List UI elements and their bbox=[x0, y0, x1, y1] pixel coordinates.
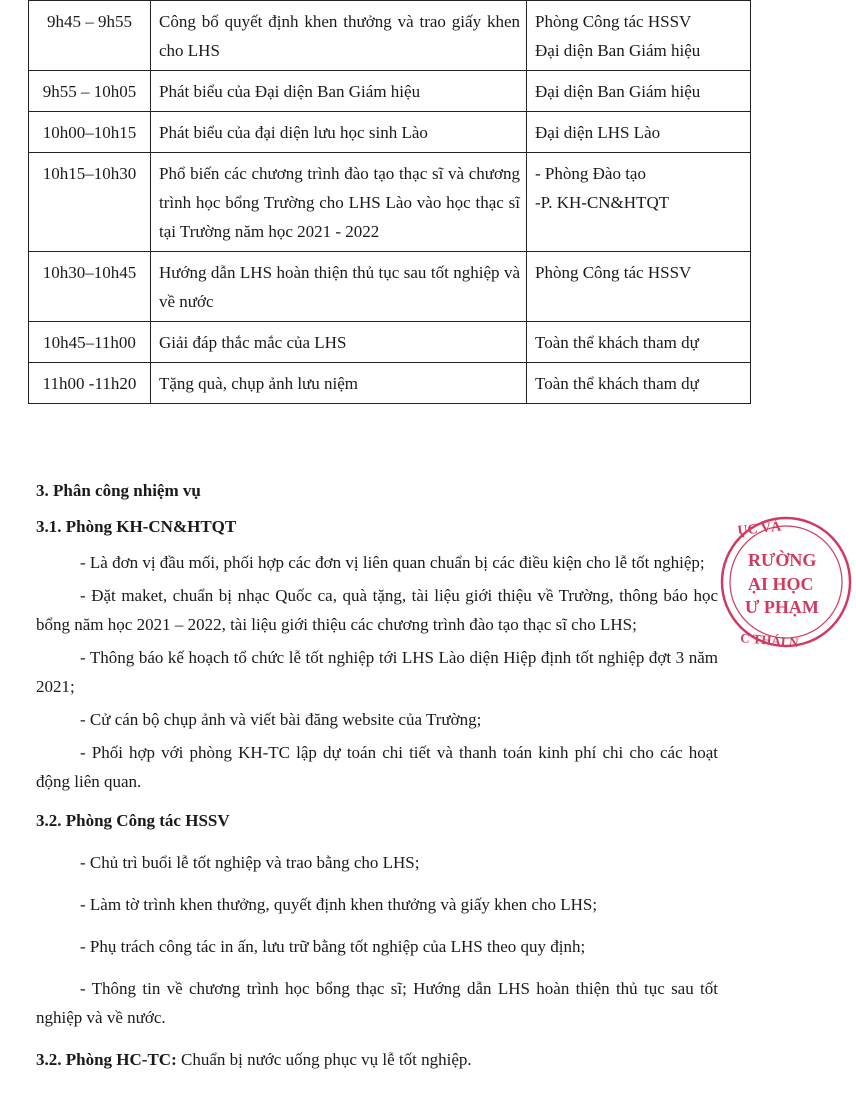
time-cell: 10h45–11h00 bbox=[29, 322, 151, 363]
activity-cell: Phổ biến các chương trình đào tạo thạc sĩ và chương trình học bổng Trường cho LHS Lào vào học thạc sĩ tại Trường năm học 2021 - 2022 bbox=[151, 153, 527, 252]
task-item: - Phụ trách công tác in ấn, lưu trữ bằng tốt nghiệp của LHS theo quy định; bbox=[80, 937, 586, 956]
activity-cell: Tặng quà, chụp ảnh lưu niệm bbox=[151, 363, 527, 404]
subsection-heading: 3.1. Phòng KH-CN&HTQT bbox=[36, 517, 237, 536]
time-cell: 10h15–10h30 bbox=[29, 153, 151, 252]
time-cell: 11h00 -11h20 bbox=[29, 363, 151, 404]
task-item: - Phối hợp với phòng KH-TC lập dự toán chi tiết và thanh toán kinh phí chi cho các hoạt động liên quan. bbox=[36, 743, 718, 791]
subsection-paragraph bbox=[36, 1045, 718, 1074]
activity-cell: Giải đáp thắc mắc của LHS bbox=[151, 322, 527, 363]
responsible-line: Toàn thể khách tham dự bbox=[535, 333, 699, 352]
responsible-cell bbox=[527, 71, 751, 112]
time-cell: 9h55 – 10h05 bbox=[29, 71, 151, 112]
table-row bbox=[29, 71, 751, 112]
task-item: - Thông báo kế hoạch tổ chức lễ tốt nghiệp tới LHS Lào diện Hiệp định tốt nghiệp đợt 3 năm 2021; bbox=[36, 648, 718, 696]
activity-cell: Phát biểu của đại diện lưu học sinh Lào bbox=[151, 112, 527, 153]
responsible-line: Đại diện Ban Giám hiệu bbox=[535, 82, 701, 101]
task-item: - Thông tin về chương trình học bổng thạc sĩ; Hướng dẫn LHS hoàn thiện thủ tục sau tốt nghiệp và về nước. bbox=[36, 979, 718, 1027]
responsible-line: Toàn thể khách tham dự bbox=[535, 374, 699, 393]
task-item: - Đặt maket, chuẩn bị nhạc Quốc ca, quà tặng, tài liệu giới thiệu về Trường, thông báo học bổng năm học 2021 – 2022, tài liệu giới thiệu các chương trình đào tạo thạc sĩ cho LHS; bbox=[36, 586, 718, 634]
responsible-line: Phòng Công tác HSSV bbox=[535, 12, 692, 31]
svg-text:ỤC VÀ: ỤC VÀ bbox=[736, 519, 782, 539]
table-row bbox=[29, 322, 751, 363]
activity-cell: Hướng dẫn LHS hoàn thiện thủ tục sau tốt nghiệp và về nước bbox=[151, 252, 527, 322]
table-row bbox=[29, 252, 751, 322]
svg-text:ẠI HỌC: ẠI HỌC bbox=[748, 574, 814, 594]
responsible-cell bbox=[527, 1, 751, 71]
task-assignment-section bbox=[36, 476, 718, 1074]
task-item: - Cử cán bộ chụp ảnh và viết bài đăng website của Trường; bbox=[80, 710, 482, 729]
activity-cell: Công bố quyết định khen thưởng và trao giấy khen cho LHS bbox=[151, 1, 527, 71]
responsible-cell bbox=[527, 363, 751, 404]
responsible-line: Đại diện LHS Lào bbox=[535, 123, 661, 142]
svg-text:C THÁI N: C THÁI N bbox=[739, 630, 800, 651]
subsection-text: Chuẩn bị nước uống phục vụ lễ tốt nghiệp. bbox=[176, 1050, 472, 1069]
table-row bbox=[29, 153, 751, 252]
svg-text:RƯỜNG: RƯỜNG bbox=[748, 550, 817, 570]
responsible-line: Phòng Công tác HSSV bbox=[535, 263, 692, 282]
activity-cell: Phát biểu của Đại diện Ban Giám hiệu bbox=[151, 71, 527, 112]
subsection-heading: 3.2. Phòng Công tác HSSV bbox=[36, 811, 230, 830]
table-row bbox=[29, 112, 751, 153]
school-stamp-seal bbox=[716, 512, 856, 652]
responsible-line: - Phòng Đào tạo bbox=[535, 164, 646, 183]
time-cell: 10h00–10h15 bbox=[29, 112, 151, 153]
responsible-line: -P. KH-CN&HTQT bbox=[535, 193, 670, 212]
responsible-line: Đại diện Ban Giám hiệu bbox=[535, 41, 701, 60]
task-item: - Chủ trì buổi lễ tốt nghiệp và trao bằng cho LHS; bbox=[80, 853, 420, 872]
responsible-cell bbox=[527, 153, 751, 252]
table-row bbox=[29, 1, 751, 71]
svg-text:Ư PHẠM: Ư PHẠM bbox=[745, 597, 819, 617]
responsible-cell bbox=[527, 252, 751, 322]
task-item: - Là đơn vị đầu mối, phối hợp các đơn vị liên quan chuẩn bị các điều kiện cho lễ tốt nghiệp; bbox=[80, 553, 705, 572]
section-heading: 3. Phân công nhiệm vụ bbox=[36, 481, 201, 500]
time-cell: 10h30–10h45 bbox=[29, 252, 151, 322]
subsection-heading: 3.2. Phòng HC-TC: bbox=[36, 1050, 177, 1069]
task-item: - Làm tờ trình khen thưởng, quyết định khen thưởng và giấy khen cho LHS; bbox=[80, 895, 598, 914]
schedule-table bbox=[28, 0, 751, 404]
responsible-cell bbox=[527, 112, 751, 153]
time-cell: 9h45 – 9h55 bbox=[29, 1, 151, 71]
table-row bbox=[29, 363, 751, 404]
responsible-cell bbox=[527, 322, 751, 363]
